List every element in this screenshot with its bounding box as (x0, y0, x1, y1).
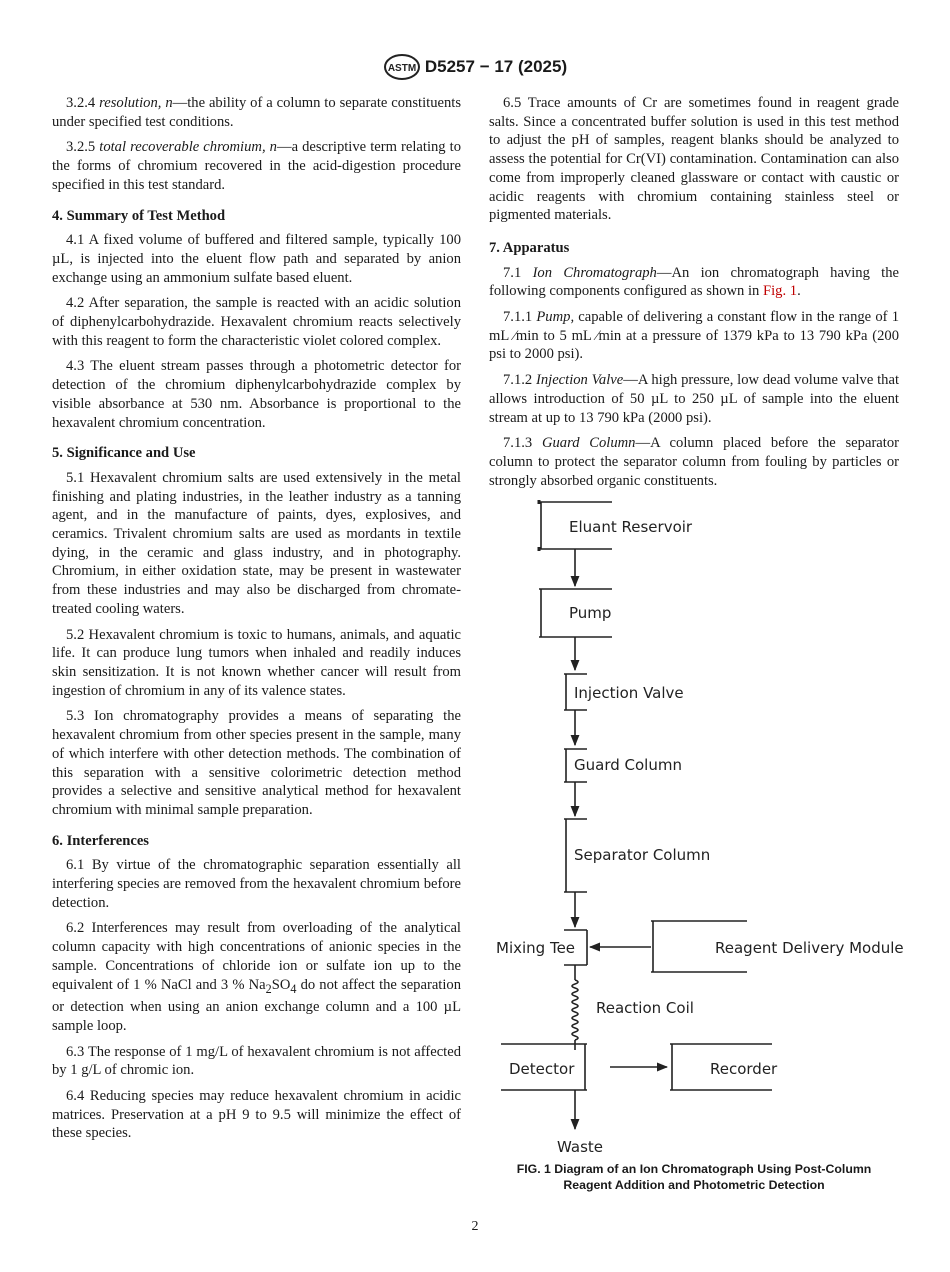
label-waste: Waste (557, 1138, 603, 1156)
astm-logo-icon (383, 54, 421, 80)
paragraph-3-2-4: 3.2.4 resolution, n—the ability of a column to separate constituents under specified test conditions. (52, 95, 462, 130)
paragraph-6-2: 6.2 Interferences may result from overloading of the analytical column capacity with high concentrations of anionic species in the sample. Concentrations of chloride ion or sulfate ion up to the equivalent of 1 % NaCl and 3 % $Na_2SO_4$ do not affect the separation or detection when using an anion exchange column and a 100 µL sample loop. (52, 920, 461, 1034)
ion-chromatograph-diagram (489, 492, 909, 1164)
paragraph-7-1-3: 7.1.3 Guard Column—A column placed before the separator column to protect the separator column from fouling by particles or strongly absorbed organic constituents. (489, 435, 899, 489)
label-injection-valve: Injection Valve (574, 684, 684, 702)
section-6-heading: 6. Interferences (52, 832, 149, 849)
paragraph-4-1: 4.1 A fixed volume of buffered and filtered sample, typically 100 µL, is injected into the eluent flow path and separated by anion exchange using an ammonium sulfate based eluent. (52, 232, 461, 286)
label-mixing-tee: Mixing Tee (496, 939, 576, 957)
paragraph-7-1: 7.1 Ion Chromatograph—An ion chromatograph having the following components configured as shown in Fig. 1. (489, 264, 900, 300)
section-7-heading: 7. Apparatus (489, 239, 570, 256)
label-guard-column: Guard Column (574, 756, 682, 774)
astm-logo-text: ASTM (387, 63, 417, 74)
paragraph-6-1: 6.1 By virtue of the chromatographic separation essentially all interfering species are removed from the hexavalent chromium before detection. (52, 857, 461, 911)
right-column (489, 94, 899, 497)
label-recorder: Recorder (710, 1060, 778, 1078)
label-detector: Detector (509, 1060, 575, 1078)
label-pump: Pump (569, 604, 612, 622)
paragraph-5-1: 5.1 Hexavalent chromium salts are used extensively in the metal finishing and plating industries, in the leather industry as a tanning agent, and in the manufacture of paints, dyes, explosives, and ceramics. Trivalent chromium salts are used as mordants in textile dying, in the ceramic and glass industry, and in photography. Chromium, in either oxidation state, may be present in wastewater from these industries and may also be discharged from chromate-treated cooling waters. (52, 469, 461, 617)
paragraph-4-2: 4.2 After separation, the sample is reacted with an acidic solution of diphenylcarbohydrazide. Hexavalent chromium reacts selectively with this reagent to form the characteristic violet colored complex. (52, 295, 461, 349)
label-separator-column: Separator Column (574, 846, 711, 864)
reaction-coil-icon (572, 980, 578, 1040)
page-number: 2 (471, 1219, 479, 1234)
fig-1-link[interactable]: Fig. 1 (763, 283, 798, 300)
page-header (0, 54, 950, 80)
figure-caption: FIG. 1 Diagram of an Ion Chromatograph Using Post-Column Reagent Addition and Photometric Detection (516, 1162, 872, 1192)
paragraph-6-3: 6.3 The response of 1 mg/L of hexavalent chromium is not affected by 1 g/L of chromic ion. (52, 1043, 461, 1079)
paragraph-6-4: 6.4 Reducing species may reduce hexavalent chromium in acidic matrices. Preservation at a pH 9 to 9.5 will minimize the effect of these species. (52, 1087, 461, 1142)
label-eluant-reservoir: Eluant Reservoir (569, 518, 693, 536)
label-reagent-delivery-module: Reagent Delivery Module (715, 939, 904, 957)
section-4-heading: 4. Summary of Test Method (52, 207, 226, 224)
paragraph-7-1-2: 7.1.2 Injection Valve—A high pressure, low dead volume valve that allows introduction of 50 µL to 250 µL of sample into the eluent stream at up to 13 790 kPa (2000 psi). (489, 372, 899, 426)
section-5-heading: 5. Significance and Use (52, 445, 196, 462)
label-reaction-coil: Reaction Coil (596, 999, 694, 1017)
standard-code: D5257 − 17 (2025) (424, 57, 568, 76)
paragraph-5-2: 5.2 Hexavalent chromium is toxic to humans, animals, and aquatic life. It can produce lung tumors when inhaled and readily induces skin sensitization. It is not known whether cancer will result from ingestion of chromium in any of its valence states. (52, 626, 461, 699)
left-column (52, 94, 461, 1150)
paragraph-5-3: 5.3 Ion chromatography provides a means of separating the hexavalent chromium from other species present in the sample, many of which interfere with other detection methods. The combination of this separation with a sensitive colorimetric detection method provides a selective and sensitive analytical method for hexavalent chromium with minimal sample preparation. (52, 708, 461, 818)
paragraph-6-5: 6.5 Trace amounts of Cr are sometimes found in reagent grade salts. Since a concentrated buffer solution is used in this test method to adjust the pH of samples, reagent blanks should be analyzed to assess the potential for Cr(VI) contamination. Contamination can also come from improperly cleaned glassware or contact with caustic or acidic reagents with chromium containing stainless steel or pigmented materials. (489, 95, 899, 224)
paragraph-7-1-1: 7.1.1 Pump, capable of delivering a constant flow in the range of 1 mL ⁄min to 5 mL ⁄min at a pressure of 1379 kPa to 13 790 kPa (200 psi to 2000 psi). (489, 309, 899, 363)
paragraph-3-2-5: 3.2.5 total recoverable chromium, n—a descriptive term relating to the forms of chromium recovered in the acid-digestion procedure specified in this test standard. (52, 139, 462, 193)
paragraph-4-3: 4.3 The eluent stream passes through a photometric detector for detection of the chromium diphenylcarbohydrazide complex by visible absorbance at 530 nm. Absorbance is proportional to the hexavalent chromium concentration. (52, 358, 461, 431)
